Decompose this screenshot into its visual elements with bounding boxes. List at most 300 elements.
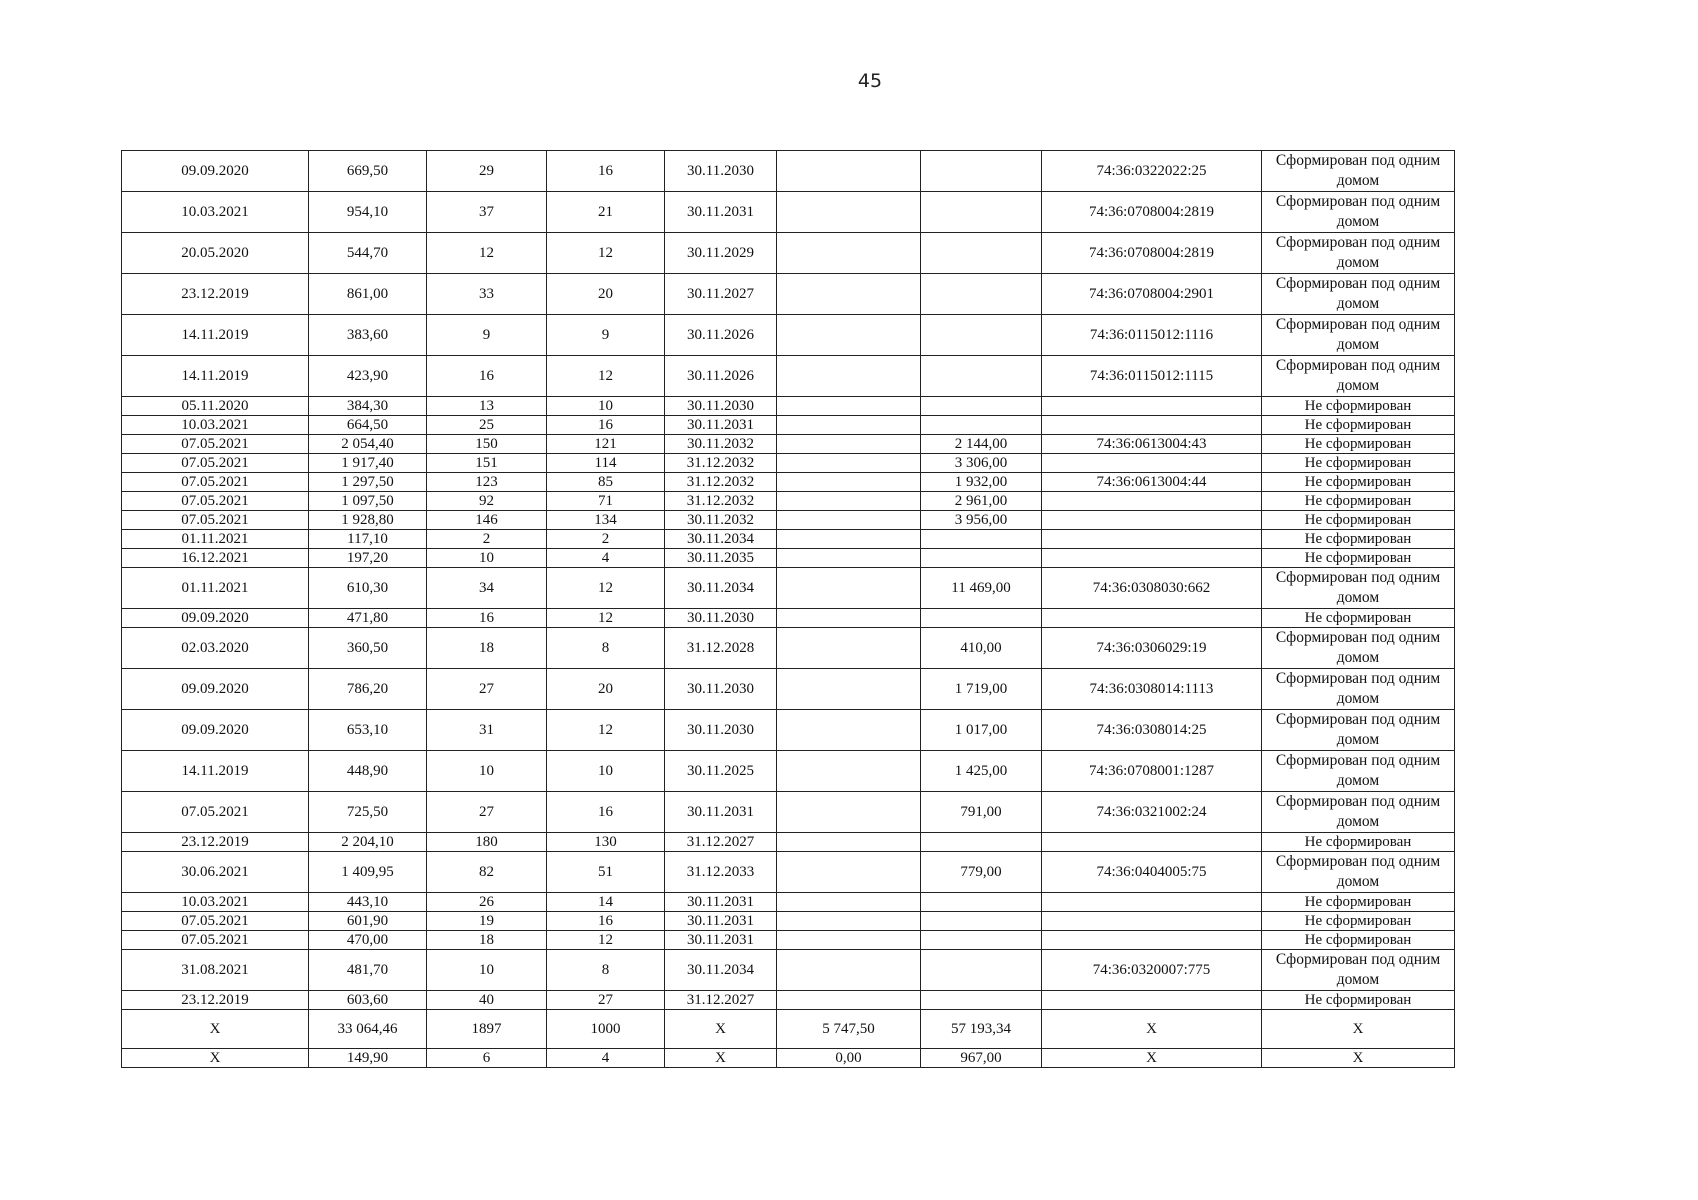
cell-date: 30.06.2021 [122, 852, 309, 893]
cell-area: 423,90 [309, 356, 427, 397]
cell-apartments: 71 [547, 492, 665, 511]
cell-cadastral-number: 74:36:0321002:24 [1042, 792, 1262, 833]
cell-plot-area [921, 233, 1042, 274]
totals-row [122, 1049, 1455, 1068]
cell-area: 1 297,50 [309, 473, 427, 492]
cell-plot-status: Сформирован под одним домом [1262, 315, 1455, 356]
cell-area: 603,60 [309, 991, 427, 1010]
cell-residents: 27 [427, 669, 547, 710]
table-row [122, 151, 1455, 192]
page-number: 45 [857, 70, 883, 92]
cell-apartments: 21 [547, 192, 665, 233]
table-row [122, 397, 1455, 416]
cell-cadastral-number: X [1042, 1010, 1262, 1049]
cell-date: 01.11.2021 [122, 530, 309, 549]
cell-plot-status: Не сформирован [1262, 492, 1455, 511]
cell-apartments: 20 [547, 274, 665, 315]
cell-area: 669,50 [309, 151, 427, 192]
cell-cost [777, 792, 921, 833]
cell-cost [777, 628, 921, 669]
cell-plot-status: Сформирован под одним домом [1262, 568, 1455, 609]
table-row [122, 931, 1455, 950]
cell-date: 09.09.2020 [122, 609, 309, 628]
cell-cadastral-number: 74:36:0320007:775 [1042, 950, 1262, 991]
cell-area: 383,60 [309, 315, 427, 356]
cell-cost [777, 991, 921, 1010]
cell-plot-area: 1 017,00 [921, 710, 1042, 751]
cell-area: 448,90 [309, 751, 427, 792]
cell-date: 23.12.2019 [122, 991, 309, 1010]
table-row [122, 192, 1455, 233]
cell-area: 786,20 [309, 669, 427, 710]
cell-apartments: 12 [547, 931, 665, 950]
cell-plot-status: Не сформирован [1262, 549, 1455, 568]
cell-deadline: 31.12.2032 [665, 473, 777, 492]
cell-plot-area: 967,00 [921, 1049, 1042, 1068]
cell-date: 09.09.2020 [122, 669, 309, 710]
cell-deadline: X [665, 1010, 777, 1049]
cell-cost [777, 356, 921, 397]
cell-plot-status: Сформирован под одним домом [1262, 792, 1455, 833]
cell-residents: 27 [427, 792, 547, 833]
cell-apartments: 8 [547, 628, 665, 669]
cell-plot-status: Не сформирован [1262, 435, 1455, 454]
cell-plot-status: Не сформирован [1262, 473, 1455, 492]
cell-cadastral-number: 74:36:0308014:25 [1042, 710, 1262, 751]
cell-apartments: 2 [547, 530, 665, 549]
cell-apartments: 121 [547, 435, 665, 454]
cell-date: 07.05.2021 [122, 931, 309, 950]
cell-cadastral-number [1042, 931, 1262, 950]
cell-date: 07.05.2021 [122, 792, 309, 833]
cell-residents: 2 [427, 530, 547, 549]
table-row [122, 454, 1455, 473]
cell-date: 07.05.2021 [122, 454, 309, 473]
cell-deadline: 31.12.2032 [665, 492, 777, 511]
cell-area: 33 064,46 [309, 1010, 427, 1049]
cell-deadline: 31.12.2028 [665, 628, 777, 669]
cell-cost [777, 833, 921, 852]
cell-plot-area [921, 833, 1042, 852]
table-row [122, 609, 1455, 628]
cell-deadline: 30.11.2034 [665, 568, 777, 609]
table-row [122, 710, 1455, 751]
cell-date: 14.11.2019 [122, 751, 309, 792]
cell-plot-area [921, 416, 1042, 435]
cell-date: X [122, 1010, 309, 1049]
cell-deadline: 30.11.2031 [665, 893, 777, 912]
cell-deadline: 30.11.2026 [665, 356, 777, 397]
cell-deadline: 31.12.2033 [665, 852, 777, 893]
cell-cadastral-number [1042, 397, 1262, 416]
cell-deadline: 30.11.2026 [665, 315, 777, 356]
cell-area: 471,80 [309, 609, 427, 628]
cell-plot-area [921, 912, 1042, 931]
cell-cost [777, 609, 921, 628]
cell-plot-status: Сформирован под одним домом [1262, 669, 1455, 710]
cell-cadastral-number: 74:36:0708004:2901 [1042, 274, 1262, 315]
cell-date: 10.03.2021 [122, 893, 309, 912]
cell-cost [777, 530, 921, 549]
table-row [122, 274, 1455, 315]
cell-date: 23.12.2019 [122, 274, 309, 315]
cell-plot-area: 3 306,00 [921, 454, 1042, 473]
cell-apartments: 4 [547, 1049, 665, 1068]
cell-date: 14.11.2019 [122, 315, 309, 356]
cell-cadastral-number: 74:36:0308030:662 [1042, 568, 1262, 609]
cell-cadastral-number: 74:36:0322022:25 [1042, 151, 1262, 192]
table-row [122, 549, 1455, 568]
table-row [122, 792, 1455, 833]
table-row [122, 950, 1455, 991]
cell-plot-area [921, 991, 1042, 1010]
cell-plot-status: Не сформирован [1262, 530, 1455, 549]
cell-plot-area [921, 549, 1042, 568]
cell-plot-status: Не сформирован [1262, 931, 1455, 950]
cell-residents: 19 [427, 912, 547, 931]
cell-apartments: 12 [547, 233, 665, 274]
cell-deadline: 30.11.2027 [665, 274, 777, 315]
cell-apartments: 130 [547, 833, 665, 852]
cell-deadline: 30.11.2030 [665, 151, 777, 192]
table-row [122, 416, 1455, 435]
cell-residents: 37 [427, 192, 547, 233]
cell-cadastral-number: 74:36:0708004:2819 [1042, 233, 1262, 274]
cell-date: 23.12.2019 [122, 833, 309, 852]
cell-cost [777, 893, 921, 912]
cell-residents: 16 [427, 356, 547, 397]
cell-area: 664,50 [309, 416, 427, 435]
cell-cadastral-number [1042, 609, 1262, 628]
cell-cost [777, 751, 921, 792]
cell-date: 09.09.2020 [122, 710, 309, 751]
cell-residents: 92 [427, 492, 547, 511]
cell-area: 861,00 [309, 274, 427, 315]
cell-residents: 180 [427, 833, 547, 852]
cell-residents: 10 [427, 950, 547, 991]
cell-date: 16.12.2021 [122, 549, 309, 568]
cell-deadline: 30.11.2030 [665, 397, 777, 416]
cell-residents: 1897 [427, 1010, 547, 1049]
cell-date: 14.11.2019 [122, 356, 309, 397]
cell-plot-status: Сформирован под одним домом [1262, 151, 1455, 192]
cell-plot-area [921, 397, 1042, 416]
cell-residents: 6 [427, 1049, 547, 1068]
cell-cadastral-number: 74:36:0708004:2819 [1042, 192, 1262, 233]
cell-plot-status: Сформирован под одним домом [1262, 628, 1455, 669]
cell-residents: 13 [427, 397, 547, 416]
cell-plot-status: X [1262, 1010, 1455, 1049]
cell-cadastral-number [1042, 454, 1262, 473]
cell-plot-status: Не сформирован [1262, 454, 1455, 473]
cell-deadline: 30.11.2031 [665, 912, 777, 931]
cell-cost [777, 192, 921, 233]
cell-residents: 82 [427, 852, 547, 893]
cell-plot-status: Сформирован под одним домом [1262, 751, 1455, 792]
cell-apartments: 1000 [547, 1010, 665, 1049]
cell-cost [777, 669, 921, 710]
cell-plot-area [921, 274, 1042, 315]
cell-deadline: 30.11.2032 [665, 435, 777, 454]
cell-residents: 31 [427, 710, 547, 751]
cell-residents: 18 [427, 628, 547, 669]
cell-area: 601,90 [309, 912, 427, 931]
table-row [122, 530, 1455, 549]
cell-plot-status: Не сформирован [1262, 397, 1455, 416]
cell-plot-area: 57 193,34 [921, 1010, 1042, 1049]
cell-residents: 40 [427, 991, 547, 1010]
cell-cost [777, 274, 921, 315]
cell-apartments: 12 [547, 710, 665, 751]
cell-deadline: 31.12.2027 [665, 833, 777, 852]
cell-plot-status: Сформирован под одним домом [1262, 233, 1455, 274]
cell-date: 20.05.2020 [122, 233, 309, 274]
table-row [122, 893, 1455, 912]
table-row [122, 233, 1455, 274]
cell-apartments: 134 [547, 511, 665, 530]
cell-plot-area [921, 893, 1042, 912]
cell-cost: 5 747,50 [777, 1010, 921, 1049]
cell-cadastral-number: 74:36:0404005:75 [1042, 852, 1262, 893]
cell-cost [777, 710, 921, 751]
cell-cadastral-number [1042, 492, 1262, 511]
cell-plot-status: Сформирован под одним домом [1262, 950, 1455, 991]
cell-date: 07.05.2021 [122, 912, 309, 931]
cell-apartments: 16 [547, 792, 665, 833]
cell-residents: 26 [427, 893, 547, 912]
cell-area: 1 409,95 [309, 852, 427, 893]
totals-row [122, 1010, 1455, 1049]
cell-deadline: 30.11.2031 [665, 931, 777, 950]
cell-cost [777, 549, 921, 568]
cell-date: X [122, 1049, 309, 1068]
cell-deadline: 31.12.2027 [665, 991, 777, 1010]
cell-deadline: 30.11.2031 [665, 192, 777, 233]
cell-date: 10.03.2021 [122, 416, 309, 435]
cell-cost [777, 912, 921, 931]
cell-apartments: 114 [547, 454, 665, 473]
cell-plot-area [921, 931, 1042, 950]
cell-deadline: 30.11.2030 [665, 609, 777, 628]
cell-apartments: 16 [547, 151, 665, 192]
cell-area: 1 917,40 [309, 454, 427, 473]
cell-residents: 29 [427, 151, 547, 192]
cell-residents: 18 [427, 931, 547, 950]
cell-date: 10.03.2021 [122, 192, 309, 233]
cell-cadastral-number: 74:36:0115012:1115 [1042, 356, 1262, 397]
cell-residents: 10 [427, 549, 547, 568]
cell-plot-status: Сформирован под одним домом [1262, 274, 1455, 315]
cell-plot-area: 2 144,00 [921, 435, 1042, 454]
cell-date: 07.05.2021 [122, 435, 309, 454]
cell-cadastral-number [1042, 912, 1262, 931]
table-row [122, 669, 1455, 710]
cell-area: 481,70 [309, 950, 427, 991]
table-row [122, 492, 1455, 511]
cell-cost [777, 315, 921, 356]
cell-plot-area: 1 425,00 [921, 751, 1042, 792]
cell-cost [777, 454, 921, 473]
cell-plot-status: Не сформирован [1262, 912, 1455, 931]
cell-date: 05.11.2020 [122, 397, 309, 416]
cell-date: 07.05.2021 [122, 473, 309, 492]
cell-cost [777, 511, 921, 530]
cell-date: 01.11.2021 [122, 568, 309, 609]
table-row [122, 991, 1455, 1010]
cell-date: 09.09.2020 [122, 151, 309, 192]
cell-area: 197,20 [309, 549, 427, 568]
cell-plot-status: Не сформирован [1262, 511, 1455, 530]
cell-date: 07.05.2021 [122, 511, 309, 530]
cell-deadline: X [665, 1049, 777, 1068]
table-row [122, 511, 1455, 530]
cell-cost: 0,00 [777, 1049, 921, 1068]
cell-apartments: 10 [547, 397, 665, 416]
cell-cadastral-number: 74:36:0708001:1287 [1042, 751, 1262, 792]
cell-area: 149,90 [309, 1049, 427, 1068]
cell-plot-area [921, 356, 1042, 397]
cell-plot-status: Не сформирован [1262, 609, 1455, 628]
cell-plot-status: Сформирован под одним домом [1262, 710, 1455, 751]
cell-apartments: 12 [547, 609, 665, 628]
cell-date: 07.05.2021 [122, 492, 309, 511]
cell-apartments: 8 [547, 950, 665, 991]
cell-apartments: 4 [547, 549, 665, 568]
cell-deadline: 30.11.2034 [665, 530, 777, 549]
cell-cadastral-number [1042, 549, 1262, 568]
cell-cadastral-number [1042, 991, 1262, 1010]
cell-area: 384,30 [309, 397, 427, 416]
table-row [122, 435, 1455, 454]
cell-cadastral-number: 74:36:0306029:19 [1042, 628, 1262, 669]
cell-date: 31.08.2021 [122, 950, 309, 991]
cell-cost [777, 435, 921, 454]
cell-residents: 16 [427, 609, 547, 628]
cell-residents: 25 [427, 416, 547, 435]
cell-apartments: 10 [547, 751, 665, 792]
cell-apartments: 51 [547, 852, 665, 893]
cell-cost [777, 416, 921, 435]
cell-area: 443,10 [309, 893, 427, 912]
cell-plot-area [921, 315, 1042, 356]
table-row [122, 356, 1455, 397]
cell-plot-area: 3 956,00 [921, 511, 1042, 530]
cell-apartments: 12 [547, 356, 665, 397]
table-row [122, 315, 1455, 356]
cell-cadastral-number [1042, 530, 1262, 549]
cell-area: 610,30 [309, 568, 427, 609]
cell-area: 954,10 [309, 192, 427, 233]
cell-deadline: 30.11.2030 [665, 710, 777, 751]
cell-cadastral-number [1042, 416, 1262, 435]
cell-residents: 10 [427, 751, 547, 792]
cell-cost [777, 950, 921, 991]
table-row [122, 912, 1455, 931]
cell-cost [777, 568, 921, 609]
cell-deadline: 31.12.2032 [665, 454, 777, 473]
cell-cadastral-number: 74:36:0308014:1113 [1042, 669, 1262, 710]
cell-plot-area [921, 950, 1042, 991]
cell-cadastral-number [1042, 833, 1262, 852]
cell-plot-status: Не сформирован [1262, 833, 1455, 852]
cell-deadline: 30.11.2035 [665, 549, 777, 568]
cell-residents: 9 [427, 315, 547, 356]
cell-cost [777, 931, 921, 950]
cell-deadline: 30.11.2025 [665, 751, 777, 792]
cell-plot-area: 1 932,00 [921, 473, 1042, 492]
cell-plot-area [921, 192, 1042, 233]
cell-area: 2 204,10 [309, 833, 427, 852]
cell-cost [777, 397, 921, 416]
table-row [122, 833, 1455, 852]
cell-plot-status: X [1262, 1049, 1455, 1068]
cell-residents: 151 [427, 454, 547, 473]
cell-plot-area: 1 719,00 [921, 669, 1042, 710]
cell-plot-area: 410,00 [921, 628, 1042, 669]
cell-deadline: 30.11.2031 [665, 416, 777, 435]
table-row [122, 568, 1455, 609]
cell-cost [777, 233, 921, 274]
cell-cadastral-number [1042, 893, 1262, 912]
cell-date: 02.03.2020 [122, 628, 309, 669]
cell-residents: 146 [427, 511, 547, 530]
cell-plot-status: Не сформирован [1262, 416, 1455, 435]
cell-residents: 123 [427, 473, 547, 492]
cell-residents: 12 [427, 233, 547, 274]
cell-cadastral-number: 74:36:0613004:43 [1042, 435, 1262, 454]
cell-plot-status: Не сформирован [1262, 893, 1455, 912]
cell-area: 544,70 [309, 233, 427, 274]
data-table [121, 150, 1455, 1068]
cell-deadline: 30.11.2034 [665, 950, 777, 991]
cell-area: 360,50 [309, 628, 427, 669]
cell-plot-area: 2 961,00 [921, 492, 1042, 511]
cell-apartments: 20 [547, 669, 665, 710]
cell-apartments: 85 [547, 473, 665, 492]
cell-plot-area: 779,00 [921, 852, 1042, 893]
cell-cadastral-number: X [1042, 1049, 1262, 1068]
cell-area: 1 928,80 [309, 511, 427, 530]
cell-plot-area: 791,00 [921, 792, 1042, 833]
cell-deadline: 30.11.2029 [665, 233, 777, 274]
cell-cadastral-number: 74:36:0613004:44 [1042, 473, 1262, 492]
cell-apartments: 9 [547, 315, 665, 356]
cell-deadline: 30.11.2031 [665, 792, 777, 833]
cell-plot-status: Сформирован под одним домом [1262, 852, 1455, 893]
cell-cost [777, 151, 921, 192]
cell-area: 653,10 [309, 710, 427, 751]
cell-area: 725,50 [309, 792, 427, 833]
cell-cadastral-number: 74:36:0115012:1116 [1042, 315, 1262, 356]
cell-apartments: 12 [547, 568, 665, 609]
cell-deadline: 30.11.2030 [665, 669, 777, 710]
cell-plot-status: Не сформирован [1262, 991, 1455, 1010]
cell-residents: 34 [427, 568, 547, 609]
cell-area: 2 054,40 [309, 435, 427, 454]
cell-deadline: 30.11.2032 [665, 511, 777, 530]
cell-plot-status: Сформирован под одним домом [1262, 356, 1455, 397]
cell-plot-area [921, 151, 1042, 192]
cell-cost [777, 852, 921, 893]
cell-area: 117,10 [309, 530, 427, 549]
table-row [122, 852, 1455, 893]
cell-apartments: 27 [547, 991, 665, 1010]
cell-residents: 33 [427, 274, 547, 315]
cell-apartments: 14 [547, 893, 665, 912]
cell-plot-area [921, 530, 1042, 549]
cell-area: 1 097,50 [309, 492, 427, 511]
cell-plot-area: 11 469,00 [921, 568, 1042, 609]
